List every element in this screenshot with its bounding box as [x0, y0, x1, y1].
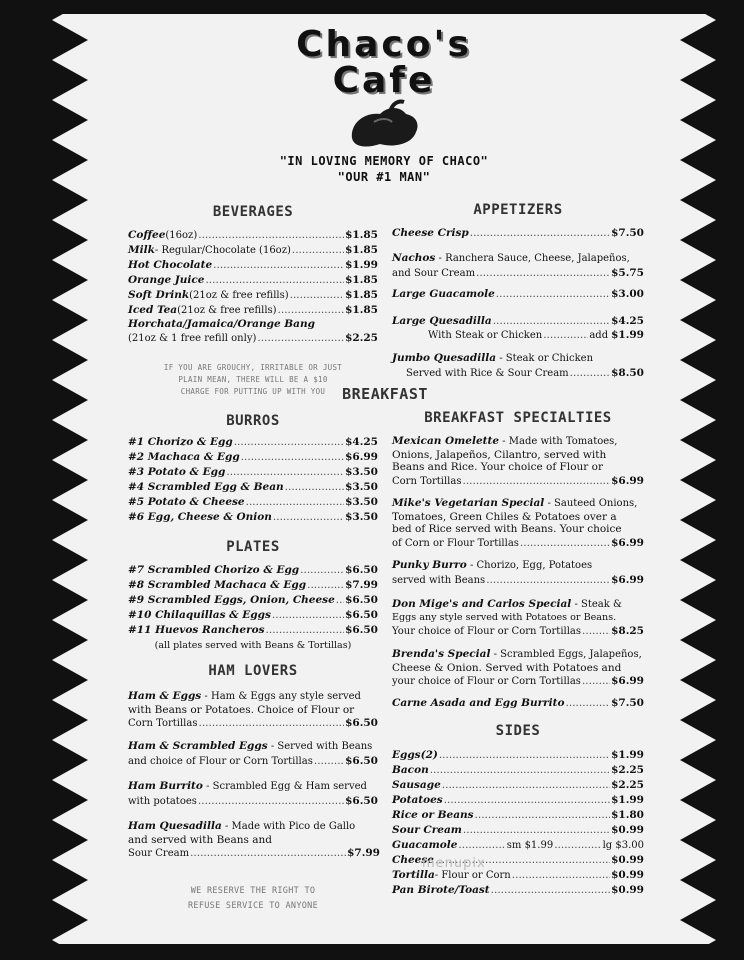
item-name: Mike's Vegetarian Special	[392, 497, 545, 509]
item-name: Coffee	[128, 229, 166, 241]
menu-item	[128, 243, 378, 258]
item-desc: bed of Rice served with Beans. Your choice	[392, 523, 622, 535]
menu-item	[392, 763, 644, 778]
left-zigzag	[0, 0, 88, 960]
item-price: $3.50	[345, 511, 378, 523]
item-name: Large Guacamole	[392, 288, 495, 300]
item-price: $2.25	[345, 331, 378, 344]
item-price: $1.99	[345, 259, 378, 271]
item-name: Pan Birote/Toast	[392, 884, 490, 896]
item-price: $3.50	[345, 466, 378, 478]
item-name: Cheese Crisp	[392, 227, 469, 239]
item-name: Cheese	[392, 854, 434, 866]
item-price-large: lg $3.00	[602, 840, 644, 851]
item-name: #1 Chorizo & Egg	[128, 436, 233, 448]
item-name: Ham & Eggs	[128, 690, 202, 702]
item-name: Guacamole	[392, 839, 458, 851]
don-mige-special-item	[392, 598, 644, 639]
item-desc: - Made with Tomatoes,	[499, 436, 618, 447]
toast-side	[392, 883, 644, 898]
item-name: Sausage	[392, 779, 441, 791]
item-name: Horchata/Jamaica/Orange Bang	[128, 318, 315, 330]
menu-item	[128, 465, 378, 480]
item-desc: Corn Tortillas	[392, 475, 462, 487]
large-guacamole-item	[392, 287, 644, 302]
guacamole-side	[392, 838, 644, 853]
item-desc: with Beans or Potatoes. Choice of Flour or	[128, 703, 355, 716]
item-price: $7.99	[345, 579, 378, 591]
item-name: #8 Scrambled Machaca & Egg	[128, 579, 307, 591]
nachos-item	[392, 252, 644, 281]
item-desc: - Ham & Eggs any style served	[201, 691, 361, 702]
item-price: $6.99	[611, 675, 644, 687]
chili-pepper-icon	[344, 98, 424, 152]
ham-burrito-item	[128, 780, 378, 809]
item-price: $7.50	[611, 227, 644, 239]
item-name: Hot Chocolate	[128, 259, 213, 271]
menu-item	[128, 495, 378, 510]
item-price: $6.99	[611, 536, 644, 549]
carne-asada-item	[392, 696, 644, 711]
item-desc: - Steak &	[571, 599, 622, 610]
item-addon: With Steak or Chicken	[428, 330, 543, 341]
item-desc: - Regular/Chocolate (16oz)	[154, 245, 291, 256]
addon-price: $1.99	[611, 329, 644, 341]
refuse-service-note	[128, 884, 378, 914]
item-desc: served with Beans	[392, 574, 486, 586]
item-price: $1.85	[345, 274, 378, 286]
item-price: $7.99	[347, 847, 380, 859]
plates-list	[128, 563, 378, 638]
item-desc: - Chorizo, Egg, Potatoes	[466, 560, 593, 571]
item-desc: Beans and Rice. Your choice of Flour or	[392, 461, 603, 473]
item-desc: (21oz & free refills)	[189, 290, 289, 301]
top-border	[48, 0, 720, 14]
item-name: Ham Burrito	[128, 780, 203, 792]
mexican-omelette-item	[392, 435, 644, 489]
menu-item	[128, 480, 378, 495]
breakfast-heading: BREAKFAST	[342, 385, 428, 403]
item-price: $8.25	[611, 625, 644, 637]
item-name: Jumbo Quesadilla	[392, 352, 497, 364]
menu-item	[128, 258, 378, 273]
item-desc: - Scrambled Eggs, Jalapeños,	[490, 649, 642, 660]
item-name: Orange Juice	[128, 274, 205, 286]
item-desc: Sour Cream	[128, 848, 190, 859]
item-price: $3.00	[611, 288, 644, 300]
menu-item	[128, 593, 378, 608]
item-price: $6.50	[345, 564, 378, 576]
menu-page	[88, 14, 680, 944]
item-name: #11 Huevos Rancheros	[128, 624, 265, 636]
brendas-special-item	[392, 648, 644, 689]
item-price: $3.50	[345, 481, 378, 493]
ham-lovers-heading: HAM LOVERS	[208, 663, 298, 679]
item-desc: - Steak or Chicken	[496, 353, 594, 364]
item-name: Soft Drink	[128, 289, 190, 301]
jumbo-quesadilla-item	[392, 352, 644, 381]
menu-item	[392, 793, 644, 808]
item-desc: - Ranchera Sauce, Cheese, Jalapeños,	[435, 253, 630, 264]
item-name: Eggs(2)	[392, 749, 438, 761]
menu-item	[392, 748, 644, 763]
item-name: Iced Tea	[128, 304, 178, 316]
item-name: Don Mige's and Carlos Special	[392, 598, 572, 610]
item-desc: Tomatoes, Green Chiles & Potatoes over a	[392, 510, 617, 523]
item-price: $7.50	[611, 697, 644, 709]
item-price: $6.50	[345, 754, 378, 767]
beverages-heading: BEVERAGES	[212, 204, 294, 220]
item-price: $1.80	[611, 809, 644, 821]
item-name: Tortilla	[392, 869, 435, 881]
item-price: $6.50	[345, 609, 378, 621]
cheese-crisp-item	[392, 226, 644, 241]
item-desc: - Scrambled Egg & Ham served	[202, 781, 367, 792]
menu-item	[392, 823, 644, 838]
item-price: $6.50	[345, 717, 378, 729]
item-desc: Onions, Jalapeños, Cilantro, served with	[392, 448, 607, 461]
item-name: Punky Burro	[392, 559, 467, 571]
menu-item	[128, 623, 378, 638]
item-desc: - Flour or Corn	[434, 870, 511, 881]
item-name: Bacon	[392, 764, 429, 776]
item-desc: of Corn or Flour Tortillas	[392, 537, 519, 549]
item-price: $1.85	[345, 289, 378, 301]
plates-heading: PLATES	[226, 539, 280, 555]
item-name: Large Quesadilla	[392, 315, 492, 327]
item-price: $6.50	[345, 594, 378, 606]
item-price: $0.99	[611, 824, 644, 836]
menu-item	[128, 510, 378, 525]
menu-item	[128, 450, 378, 465]
plates-footnote: (all plates served with Beans & Tortillas)	[154, 640, 352, 651]
item-name: #3 Potato & Egg	[128, 466, 226, 478]
item-price: $1.85	[345, 304, 378, 316]
item-name: #7 Scrambled Chorizo & Egg	[128, 564, 300, 576]
memorial-line2: "OUR #1 MAN"	[337, 170, 431, 184]
restaurant-name-line1: Chaco's	[296, 24, 472, 65]
menu-item	[128, 288, 378, 303]
burros-list	[128, 435, 378, 525]
notice-line: PLAIN MEAN, THERE WILL BE A $10	[178, 375, 328, 384]
item-name: Carne Asada and Egg Burrito	[392, 697, 565, 709]
ham-eggs-item	[128, 690, 378, 731]
item-name: Milk	[128, 244, 155, 256]
item-desc: (21oz & 1 free refill only)	[128, 332, 257, 344]
item-price: $4.25	[611, 315, 644, 327]
item-price: $5.75	[611, 266, 644, 279]
watermark-text: menupix	[422, 856, 486, 871]
item-price: $0.99	[611, 854, 644, 866]
item-name: #9 Scrambled Eggs, Onion, Cheese	[128, 594, 335, 606]
item-name: Brenda's Special	[392, 648, 491, 660]
menu-item	[128, 303, 378, 318]
item-name: #6 Egg, Cheese & Onion	[128, 511, 272, 523]
restaurant-name-line2: Cafe	[332, 60, 436, 101]
item-price: $6.50	[345, 624, 378, 636]
item-desc: Served with Rice & Sour Cream	[406, 367, 569, 379]
burros-heading: BURROS	[226, 413, 280, 429]
item-desc: (16oz)	[165, 230, 198, 241]
item-name: Rice or Beans	[392, 809, 474, 821]
item-desc: with potatoes	[128, 795, 197, 807]
menu-item	[128, 608, 378, 623]
sides-list	[392, 748, 644, 838]
item-desc: - Sauteed Onions,	[544, 498, 638, 509]
item-name: Ham Quesadilla	[128, 820, 222, 832]
item-name: #4 Scrambled Egg & Bean	[128, 481, 284, 493]
item-desc: your choice of Flour or Corn Tortillas	[392, 676, 581, 687]
ham-quesadilla-item	[128, 820, 380, 861]
menu-item	[128, 273, 378, 288]
breakfast-specialties-heading: BREAKFAST SPECIALTIES	[424, 410, 612, 426]
menu-item	[392, 778, 644, 793]
item-desc: Cheese & Onion. Served with Potatoes and	[392, 661, 622, 674]
item-name: Mexican Omelette	[392, 435, 500, 447]
addon-label: add	[589, 330, 609, 341]
item-price: $6.99	[345, 451, 378, 463]
note-line: REFUSE SERVICE TO ANYONE	[187, 901, 319, 911]
item-price: $6.99	[611, 474, 644, 487]
menu-item	[392, 808, 644, 823]
item-price: $0.99	[611, 869, 644, 881]
item-desc: - Made with Pico de Gallo	[221, 821, 356, 832]
item-price: $1.99	[611, 749, 644, 761]
beverages-list	[128, 228, 378, 318]
item-name: #2 Machaca & Egg	[128, 451, 240, 463]
menu-item	[128, 563, 378, 578]
item-price: $6.99	[611, 573, 644, 586]
item-desc: and Sour Cream	[392, 267, 476, 279]
notice-line: CHARGE FOR PUTTING UP WITH YOU	[180, 387, 326, 396]
sides-heading: SIDES	[495, 723, 541, 739]
item-name: Sour Cream	[392, 824, 462, 836]
menu-item	[128, 435, 378, 450]
right-zigzag	[680, 0, 744, 960]
item-price: $2.25	[611, 779, 644, 791]
item-name: Potatoes	[392, 794, 443, 806]
item-price: $2.25	[611, 764, 644, 776]
item-desc: - Served with Beans	[267, 741, 373, 752]
item-name: #10 Chilaquillas & Eggs	[128, 609, 271, 621]
item-name: Nachos	[392, 252, 436, 264]
item-desc: and choice of Flour or Corn Tortillas	[128, 755, 313, 767]
item-price: $6.50	[345, 794, 378, 807]
item-price: $8.50	[611, 366, 644, 379]
item-desc: (21oz & free refills)	[177, 305, 277, 316]
item-price-small: sm $1.99	[506, 840, 554, 851]
vegetarian-special-item	[392, 497, 644, 551]
horchata-item	[128, 318, 378, 346]
punky-burro-item	[392, 559, 644, 588]
note-line: WE RESERVE THE RIGHT TO	[190, 886, 316, 896]
item-price: $3.50	[345, 496, 378, 508]
item-price: $1.85	[345, 229, 378, 241]
menu-item	[128, 228, 378, 243]
item-desc: Eggs any style served with Potatoes or Beans.	[392, 611, 617, 623]
item-price: $4.25	[345, 436, 378, 448]
item-desc: Corn Tortillas	[128, 718, 198, 729]
item-name: #5 Potato & Cheese	[128, 496, 245, 508]
appetizers-heading: APPETIZERS	[473, 202, 563, 218]
item-price: $1.99	[611, 794, 644, 806]
notice-line: IF YOU ARE GROUCHY, IRRITABLE OR JUST	[163, 363, 343, 372]
large-quesadilla-item	[392, 314, 644, 342]
bottom-border	[48, 944, 720, 960]
item-name: Ham & Scrambled Eggs	[128, 740, 268, 752]
item-price: $1.85	[345, 244, 378, 256]
memorial-line1: "IN LOVING MEMORY OF CHACO"	[279, 154, 489, 168]
item-desc: and served with Beans and	[128, 833, 272, 846]
item-desc: Your choice of Flour or Corn Tortillas	[392, 626, 582, 637]
item-price: $0.99	[611, 884, 644, 896]
menu-item	[128, 578, 378, 593]
ham-scrambled-item	[128, 740, 378, 769]
